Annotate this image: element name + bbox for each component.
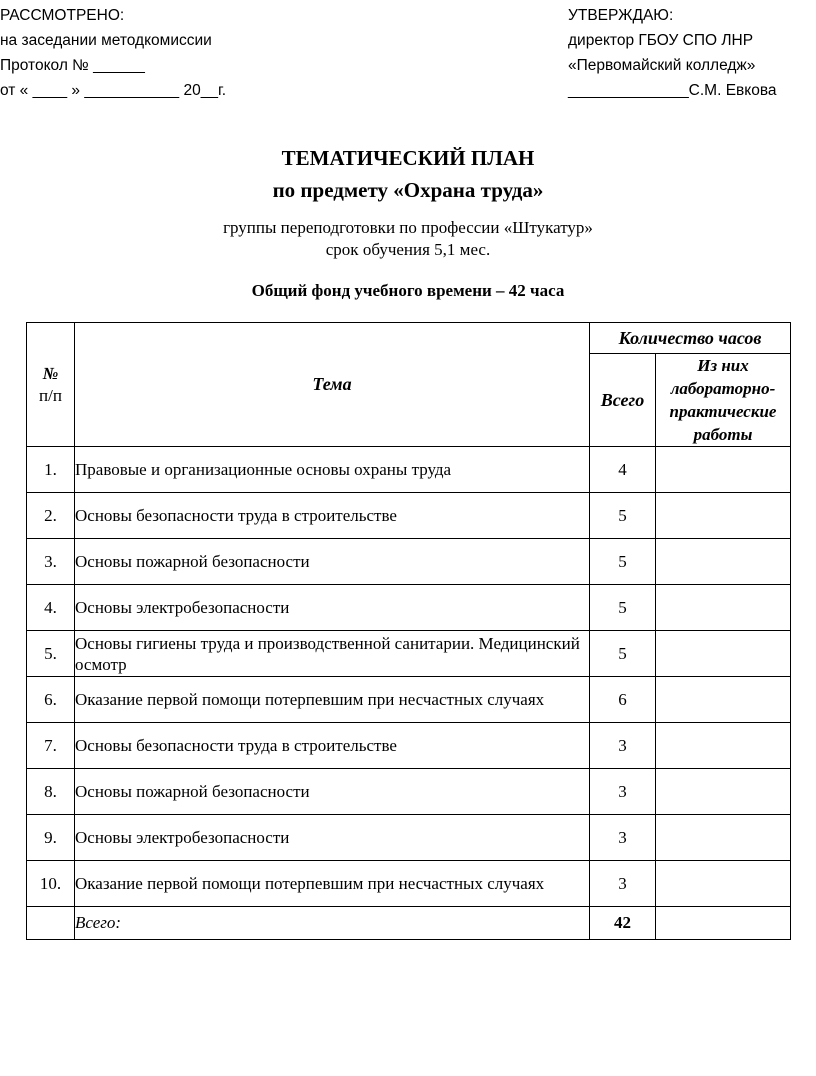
table-row	[27, 723, 791, 769]
row-number: 5.	[27, 631, 75, 677]
approval-block-reviewed	[0, 3, 226, 103]
table-header-row	[27, 323, 791, 354]
row-lab	[656, 723, 791, 769]
row-number: 4.	[27, 585, 75, 631]
table-row	[27, 585, 791, 631]
approved-label: УТВЕРЖДАЮ:	[568, 7, 674, 24]
row-total: 4	[590, 447, 656, 493]
approval-block-approved	[568, 3, 777, 103]
row-total: 5	[590, 585, 656, 631]
table-row	[27, 539, 791, 585]
row-lab	[656, 769, 791, 815]
row-total: 5	[590, 493, 656, 539]
row-number: 8.	[27, 769, 75, 815]
table-row	[27, 861, 791, 907]
header-topic: Тема	[75, 323, 590, 447]
row-number: 2.	[27, 493, 75, 539]
row-number: 1.	[27, 447, 75, 493]
total-hours: 42	[590, 907, 656, 940]
reviewed-label: РАССМОТРЕНО:	[0, 7, 125, 24]
row-lab	[656, 861, 791, 907]
row-topic: Основы безопасности труда в строительстве	[75, 723, 590, 769]
total-study-time: Общий фонд учебного времени – 42 часа	[251, 281, 565, 300]
row-lab	[656, 447, 791, 493]
number-sign: №	[42, 363, 59, 383]
row-topic: Оказание первой помощи потерпевшим при несчастных случаях	[75, 677, 590, 723]
row-topic: Основы электробезопасности	[75, 585, 590, 631]
row-lab	[656, 539, 791, 585]
thematic-plan-table	[26, 322, 791, 940]
study-duration: срок обучения 5,1 мес.	[325, 240, 491, 259]
row-topic: Правовые и организационные основы охраны труда	[75, 447, 590, 493]
row-total: 3	[590, 815, 656, 861]
group-description: группы переподготовки по профессии «Штукатур»	[223, 218, 593, 237]
table-total-row	[27, 907, 791, 940]
row-lab	[656, 677, 791, 723]
document-title: ТЕМАТИЧЕСКИЙ ПЛАН	[281, 146, 535, 170]
table-row	[27, 631, 791, 677]
college-name-text: «Первомайский колледж»	[568, 57, 756, 74]
row-number: 3.	[27, 539, 75, 585]
row-total: 3	[590, 769, 656, 815]
director-title-text: директор ГБОУ СПО ЛНР	[568, 32, 754, 49]
table-row	[27, 769, 791, 815]
row-number: 9.	[27, 815, 75, 861]
row-total: 5	[590, 631, 656, 677]
row-lab	[656, 585, 791, 631]
row-topic: Основы гигиены труда и производственной санитарии. Медицинский осмотр	[75, 631, 590, 677]
row-topic: Основы пожарной безопасности	[75, 769, 590, 815]
row-topic: Оказание первой помощи потерпевшим при несчастных случаях	[75, 861, 590, 907]
header-number	[27, 323, 75, 447]
row-lab	[656, 493, 791, 539]
number-sub-label: п/п	[39, 385, 62, 405]
commission-meeting-text: на заседании методкомиссии	[0, 32, 212, 49]
row-number: 7.	[27, 723, 75, 769]
row-topic: Основы безопасности труда в строительстве	[75, 493, 590, 539]
row-number: 6.	[27, 677, 75, 723]
protocol-date-text: от « ____ » ___________ 20__г.	[0, 82, 227, 99]
row-topic: Основы пожарной безопасности	[75, 539, 590, 585]
total-label: Всего:	[75, 907, 590, 940]
subject-title: по предмету «Охрана труда»	[272, 178, 544, 202]
header-lab: Из них лабораторно-практические работы	[656, 354, 791, 447]
row-lab	[656, 631, 791, 677]
total-lab	[656, 907, 791, 940]
table-row	[27, 493, 791, 539]
director-signature-text: ______________С.М. Евкова	[568, 82, 777, 99]
row-topic: Основы электробезопасности	[75, 815, 590, 861]
row-total: 5	[590, 539, 656, 585]
header-hours: Количество часов	[590, 323, 791, 354]
table-row	[27, 677, 791, 723]
row-total: 3	[590, 723, 656, 769]
header-total: Всего	[590, 354, 656, 447]
table-row	[27, 447, 791, 493]
row-total: 6	[590, 677, 656, 723]
total-row-number	[27, 907, 75, 940]
row-lab	[656, 815, 791, 861]
table-row	[27, 815, 791, 861]
row-total: 3	[590, 861, 656, 907]
row-number: 10.	[27, 861, 75, 907]
protocol-number-text: Протокол № ______	[0, 57, 145, 74]
